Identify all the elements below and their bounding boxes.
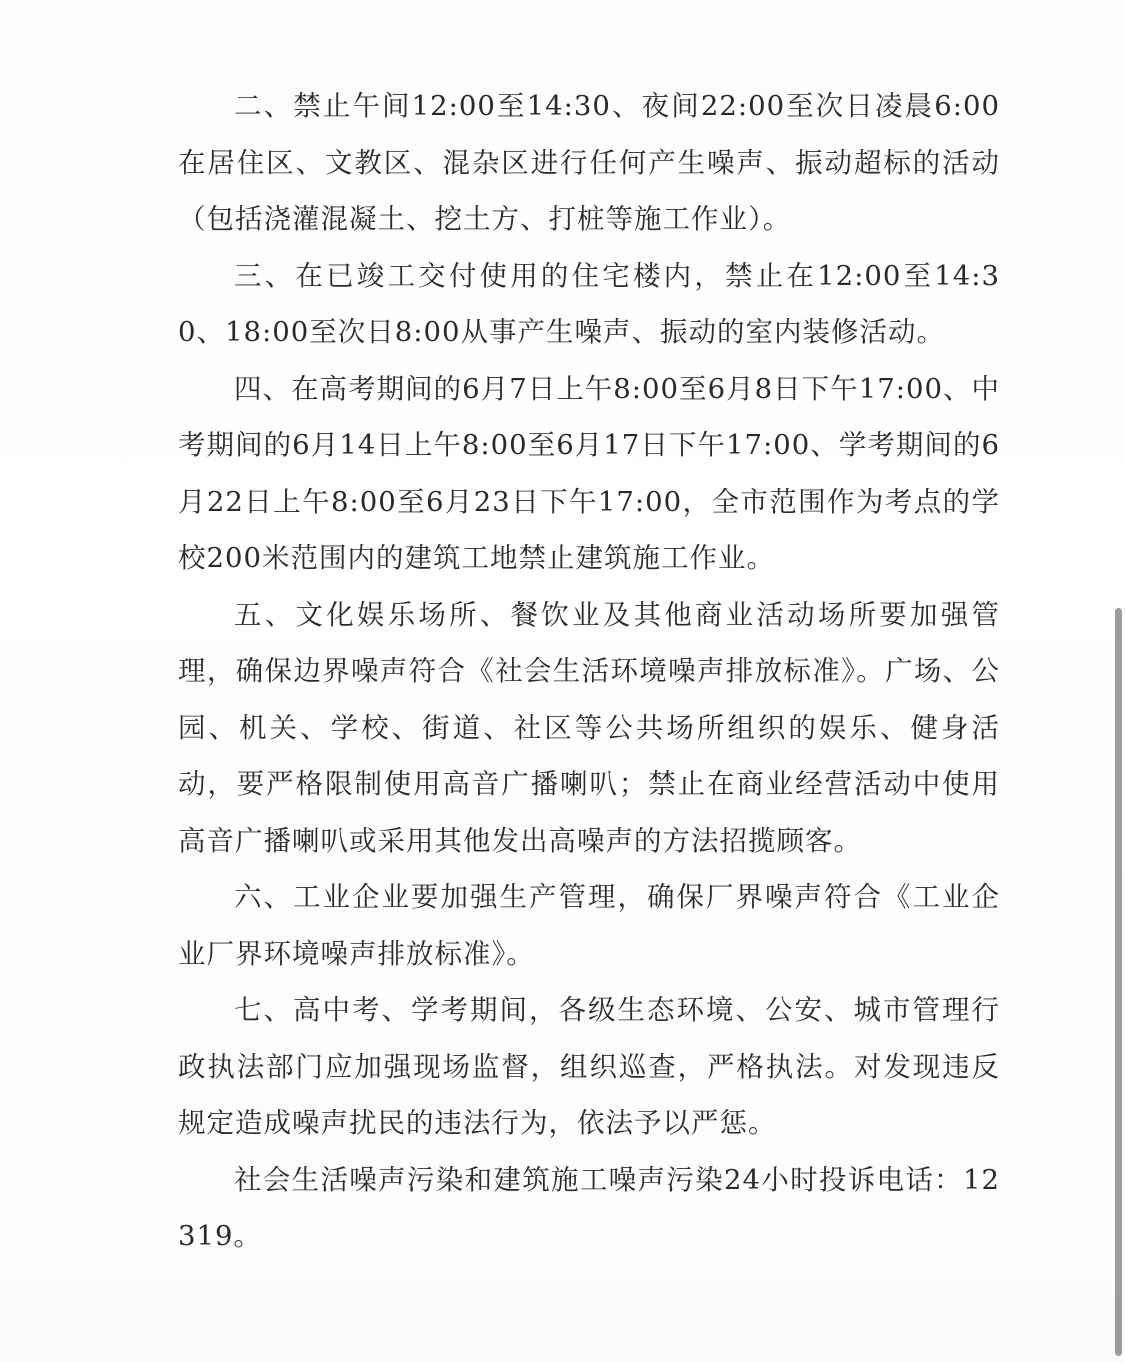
paragraph-industrial-enterprises: 六、工业企业要加强生产管理，确保厂界噪声符合《工业企业厂界环境噪声排放标准》。 [178, 881, 1000, 970]
scrollbar-track[interactable] [1111, 0, 1125, 1363]
scrollbar-thumb[interactable] [1115, 608, 1122, 1356]
paragraph-decoration-ban: 三、在已竣工交付使用的住宅楼内，禁止在12:00至14:30、18:00至次日8:00从事产生噪声、振动的室内装修活动。 [178, 259, 1000, 348]
paragraph-commercial-venues: 五、文化娱乐场所、餐饮业及其他商业活动场所要加强管理，确保边界噪声符合《社会生活环境噪声排放标准》。广场、公园、机关、学校、街道、社区等公共场所组织的娱乐、健身活动，要严格限制使用高音广播喇叭；禁止在商业经营活动中使用高音广播喇叭或采用其他发出高噪声的方法招揽顾客。 [178, 598, 1000, 857]
paragraph-enforcement: 七、高中考、学考期间，各级生态环境、公安、城市管理行政执法部门应加强现场监督，组织巡查，严格执法。对发现违反规定造成噪声扰民的违法行为，依法予以严惩。 [178, 994, 1000, 1139]
paragraph-noon-night-ban: 二、禁止午间12:00至14:30、夜间22:00至次日凌晨6:00在居住区、文教区、混杂区进行任何产生噪声、振动超标的活动（包括浇灌混凝土、挖土方、打桩等施工作业）。 [178, 90, 1000, 235]
paragraph-exam-period-ban: 四、在高考期间的6月7日上午8:00至6月8日下午17:00、中考期间的6月14日上午8:00至6月17日下午17:00、学考期间的6月22日上午8:00至6月23日下午17:00，全市范围作为考点的学校200米范围内的建筑工地禁止建筑施工作业。 [178, 372, 1000, 574]
document-body [178, 78, 1000, 1265]
paragraph-complaint-hotline: 社会生活噪声污染和建筑施工噪声污染24小时投诉电话：12319。 [178, 1163, 1000, 1252]
